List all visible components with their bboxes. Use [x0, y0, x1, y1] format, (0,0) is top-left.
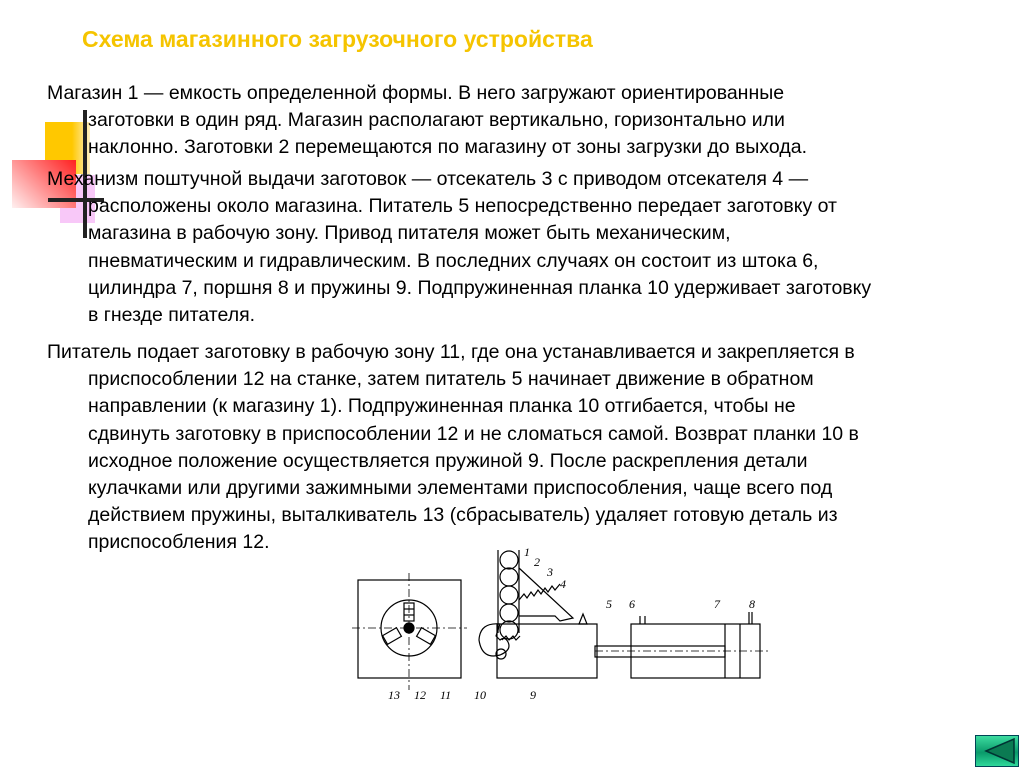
text-line: в гнезде питателя. — [88, 304, 256, 327]
text-line: Магазин 1 — емкость определенной формы. В него загружают ориентированные — [47, 82, 785, 104]
label-13: 13 — [388, 688, 400, 702]
text-line: заготовки в один ряд. Магазин располагают вертикально, горизонтально или — [88, 109, 785, 132]
text-line: исходное положение осуществляется пружиной 9. После раскрепления детали — [88, 449, 808, 472]
text-line: пневматическим и гидравлическим. В последних случаях он состоит из штока 6, — [88, 249, 819, 272]
text-line: расположены около магазина. Питатель 5 непосредственно передает заготовку от — [88, 195, 837, 218]
back-arrow-icon — [976, 736, 1018, 766]
text-line: наклонно. Заготовки 2 перемещаются по магазину от зоны загрузки до выхода. — [88, 136, 807, 159]
label-11: 11 — [440, 688, 452, 702]
label-1: 1 — [524, 545, 530, 559]
text-line: магазина в рабочую зону. Привод питателя может быть механическим, — [88, 222, 731, 245]
text-line: приспособлении 12 на станке, затем питатель 5 начинает движение в обратном — [88, 368, 814, 391]
text-line: действием пружины, выталкиватель 13 (сбрасыватель) удаляет готовую деталь из — [88, 504, 838, 527]
label-12: 12 — [414, 688, 426, 702]
text-line: цилиндра 7, поршня 8 и пружины 9. Подпружиненная планка 10 удерживает заготовку — [88, 276, 872, 299]
label-7: 7 — [714, 597, 720, 611]
text-line: Механизм поштучной выдачи заготовок — отсекатель 3 с приводом отсекателя 4 — — [47, 168, 809, 190]
label-3: 3 — [547, 565, 553, 579]
text-line: направлении (к магазину 1). Подпружиненная планка 10 отгибается, чтобы не — [88, 395, 796, 418]
back-button[interactable] — [975, 735, 1019, 767]
slide-title: Схема магазинного загрузочного устройства — [82, 26, 593, 52]
feeder-side-view — [479, 550, 770, 678]
text-line: приспособления 12. — [88, 531, 270, 554]
label-4: 4 — [560, 577, 566, 591]
label-5: 5 — [606, 597, 612, 611]
label-6: 6 — [629, 597, 635, 611]
text-line: сдвинуть заготовку в приспособлении 12 и не сломаться самой. Возврат планки 10 в — [88, 422, 859, 445]
text-line: кулачками или другими зажимными элементами приспособления, чаще всего под — [88, 477, 833, 500]
text-line: Питатель подает заготовку в рабочую зону 11, где она устанавливается и закрепляется в — [47, 341, 855, 363]
label-10: 10 — [474, 688, 486, 702]
label-8: 8 — [749, 597, 755, 611]
label-9: 9 — [530, 688, 536, 702]
fixture-front-view — [352, 573, 467, 690]
label-2: 2 — [534, 555, 540, 569]
